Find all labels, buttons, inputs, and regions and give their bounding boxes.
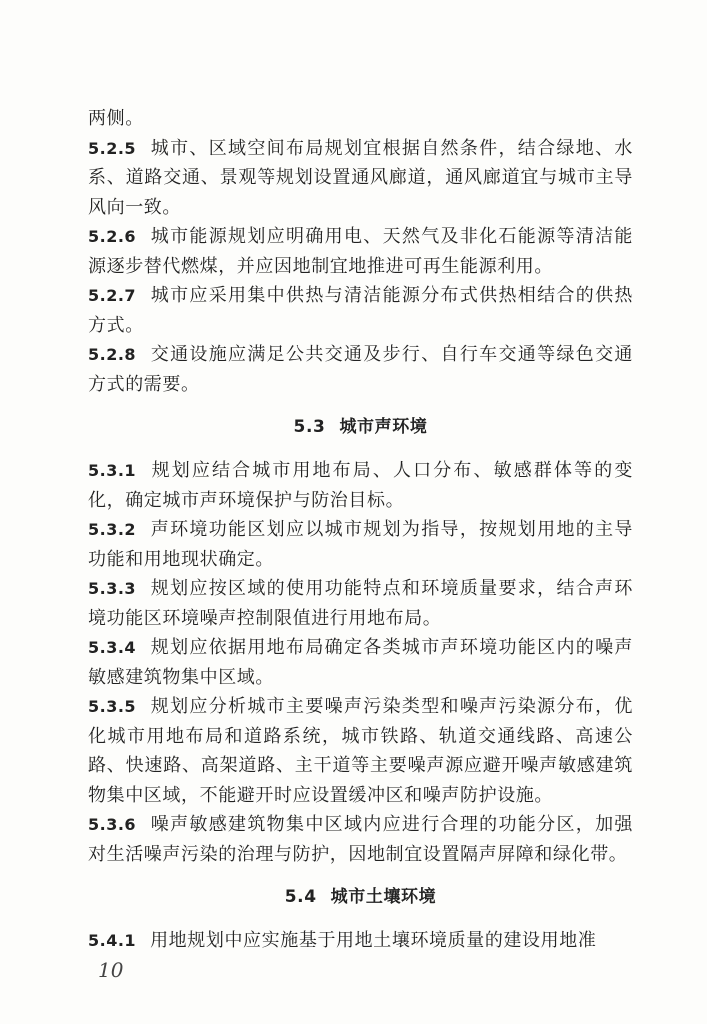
clause-text: 噪声敏感建筑物集中区域内应进行合理的功能分区，加强对生活噪声污染的治理与防护，因地制宜设置隔声屏障和绿化带。 [88,814,633,865]
clause-5-2-7 [88,281,633,340]
clause-number: 5.3.4 [88,638,137,657]
clause-text: 规划应分析城市主要噪声污染类型和噪声污染源分布，优化城市用地布局和道路系统，城市铁路、轨道交通线路、高速公路、快速路、高架道路、主干道等主要噪声源应避开噪声敏感建筑物集中区域，不能避开时应设置缓冲区和噪声防护设施。 [88,696,633,806]
clause-text: 城市、区域空间布局规划宜根据自然条件，结合绿地、水系、道路交通、景观等规划设置通风廊道，通风廊道宜与城市主导风向一致。 [88,137,633,218]
clause-5-3-1 [88,456,633,515]
clause-text: 规划应按区域的使用功能特点和环境质量要求，结合声环境功能区环境噪声控制限值进行用地布局。 [88,578,633,629]
clause-text: 规划应依据用地布局确定各类城市声环境功能区内的噪声敏感建筑物集中区域。 [88,637,633,688]
section-title: 城市土壤环境 [330,887,437,907]
section-heading-5-4 [88,883,633,911]
clause-number: 5.2.7 [88,286,137,305]
clause-5-2-6 [88,222,633,281]
clause-number: 5.3.5 [88,697,137,716]
paragraph-continuation [88,104,633,134]
clause-text: 用地规划中应实施基于用地土壤环境质量的建设用地准 [150,930,597,951]
clause-number: 5.3.3 [88,579,137,598]
section-heading-5-3 [88,413,633,441]
clause-5-2-8 [88,340,633,399]
clause-5-4-1 [88,926,633,956]
clause-5-3-6 [88,810,633,869]
clause-text: 城市应采用集中供热与清洁能源分布式供热相结合的供热方式。 [88,285,633,336]
clause-text: 声环境功能区划应以城市规划为指导，按规划用地的主导功能和用地现状确定。 [88,519,633,570]
clause-5-3-5 [88,692,633,810]
clause-number: 5.3.1 [88,461,137,480]
clause-text: 规划应结合城市用地布局、人口分布、敏感群体等的变化，确定城市声环境保护与防治目标。 [88,460,633,511]
paragraph-text: 两侧。 [88,108,144,129]
clause-number: 5.4.1 [88,931,137,950]
clause-number: 5.3.2 [88,520,137,539]
clause-text: 城市能源规划应明确用电、天然气及非化石能源等清洁能源逐步替代燃煤，并应因地制宜地推进可再生能源利用。 [88,226,633,277]
page-number: 10 [98,958,124,982]
clause-text: 交通设施应满足公共交通及步行、自行车交通等绿色交通方式的需要。 [88,344,633,395]
clause-5-3-2 [88,515,633,574]
section-number: 5.3 [293,417,326,437]
clause-number: 5.2.8 [88,345,137,364]
section-title: 城市声环境 [339,417,428,437]
clause-5-3-4 [88,633,633,692]
clause-number: 5.2.5 [88,138,137,158]
clause-number: 5.3.6 [88,815,137,834]
clause-5-3-3 [88,574,633,633]
document-page [88,104,633,956]
clause-5-2-5 [88,134,633,223]
clause-number: 5.2.6 [88,227,137,246]
section-number: 5.4 [284,887,317,907]
